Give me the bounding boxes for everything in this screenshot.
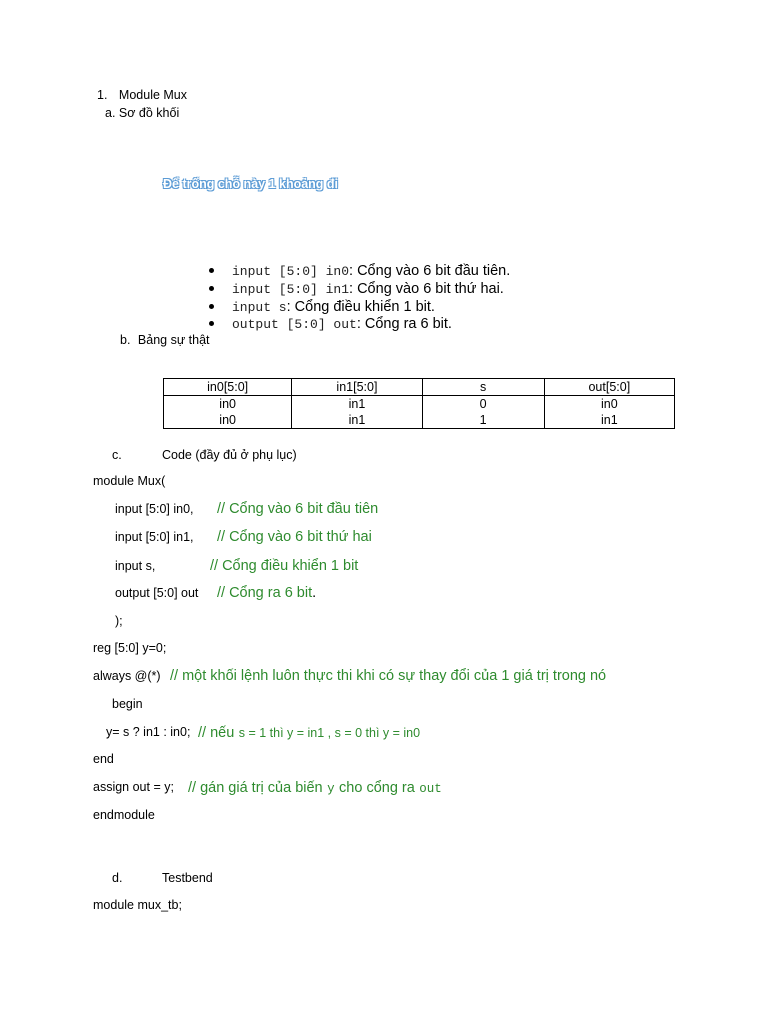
table-cell: in0 — [544, 396, 674, 413]
port-desc: : Cổng ra 6 bit. — [356, 316, 452, 332]
code-comment-text: // gán giá trị của biến — [188, 780, 323, 796]
bullet-icon — [209, 268, 214, 273]
code-comment: // Cổng vào 6 bit đầu tiên — [217, 501, 379, 517]
port-desc: : Cổng điều khiển 1 bit. — [286, 299, 435, 315]
code-comment — [188, 779, 442, 797]
code-line: output [5:0] out — [115, 586, 199, 600]
table-cell: 1 — [422, 412, 544, 429]
port-item — [232, 316, 452, 332]
code-line: always @(*) — [93, 669, 161, 683]
table-row — [164, 412, 675, 429]
code-line: end — [93, 752, 114, 766]
code-comment-code: y — [327, 782, 335, 796]
heading-title: Module Mux — [118, 88, 188, 102]
port-code: input [5:0] in0 — [232, 264, 350, 279]
section-c-title: Code (đầy đủ ở phụ lục) — [162, 448, 297, 462]
table-row — [164, 396, 675, 413]
port-item — [232, 281, 504, 297]
port-desc: : Cổng vào 6 bit thứ hai. — [349, 281, 504, 297]
code-line: input [5:0] in1, — [115, 530, 194, 544]
table-cell: in1 — [544, 412, 674, 429]
code-comment-code: out — [419, 782, 442, 796]
code-line: reg [5:0] y=0; — [93, 641, 167, 655]
section-c-label: c. — [112, 448, 122, 462]
port-item — [232, 299, 435, 315]
code-comment-text: cho cổng ra — [339, 780, 415, 796]
section-a-label: a. — [105, 106, 116, 120]
table-cell: in1 — [292, 412, 422, 429]
code-comment: // Cổng điều khiển 1 bit — [210, 558, 359, 574]
section-a-heading — [105, 106, 179, 120]
code-line: assign out = y; — [93, 780, 174, 794]
code-line: input s, — [115, 559, 156, 573]
code-comment-text: s = 1 thì y = in1 , s = 0 thì y = in0 — [238, 726, 421, 740]
table-header-cell: in1[5:0] — [292, 379, 422, 396]
code-comment: // một khối lệnh luôn thực thi khi có sự thay đổi của 1 giá trị trong nó — [170, 668, 607, 684]
code-line: begin — [112, 697, 143, 711]
port-code: input [5:0] in1 — [232, 282, 350, 297]
code-line: endmodule — [93, 808, 155, 822]
code-comment — [198, 724, 420, 742]
table-cell: in0 — [164, 412, 292, 429]
bullet-icon — [209, 286, 214, 291]
table-cell: in0 — [164, 396, 292, 413]
heading — [97, 88, 187, 102]
port-code: output [5:0] out — [232, 317, 357, 332]
heading-number: 1. — [97, 88, 108, 102]
section-a-title: Sơ đồ khối — [118, 106, 180, 120]
bullet-icon — [209, 304, 214, 309]
code-line: input [5:0] in0, — [115, 502, 194, 516]
section-b-label: b. — [120, 333, 131, 347]
code-comment-period: . — [312, 585, 317, 601]
testbench-line: module mux_tb; — [93, 898, 182, 912]
table-cell: in1 — [292, 396, 422, 413]
placeholder-note: Để trống chỗ này 1 khoảng đi — [163, 177, 339, 191]
port-desc: : Cổng vào 6 bit đầu tiên. — [349, 263, 511, 279]
section-b-title: Bảng sự thật — [137, 333, 210, 347]
code-line: module Mux( — [93, 474, 166, 488]
table-header-row — [164, 379, 675, 396]
code-comment: // Cổng vào 6 bit thứ hai — [217, 529, 372, 545]
code-comment-text: // nếu — [198, 725, 235, 741]
code-comment — [217, 585, 316, 601]
table-header-cell: out[5:0] — [544, 379, 674, 396]
section-b-heading — [120, 333, 210, 347]
port-code: input s — [232, 300, 287, 315]
bullet-icon — [209, 321, 214, 326]
section-d-title: Testbend — [162, 871, 213, 885]
code-line: ); — [115, 614, 123, 628]
code-comment-text: // Cổng ra 6 bit — [217, 585, 313, 601]
table-header-cell: s — [422, 379, 544, 396]
section-d-label: d. — [112, 871, 123, 885]
code-line: y= s ? in1 : in0; — [106, 725, 191, 739]
table-header-cell: in0[5:0] — [164, 379, 292, 396]
table-cell: 0 — [422, 396, 544, 413]
truth-table — [163, 378, 675, 429]
port-item — [232, 263, 510, 279]
